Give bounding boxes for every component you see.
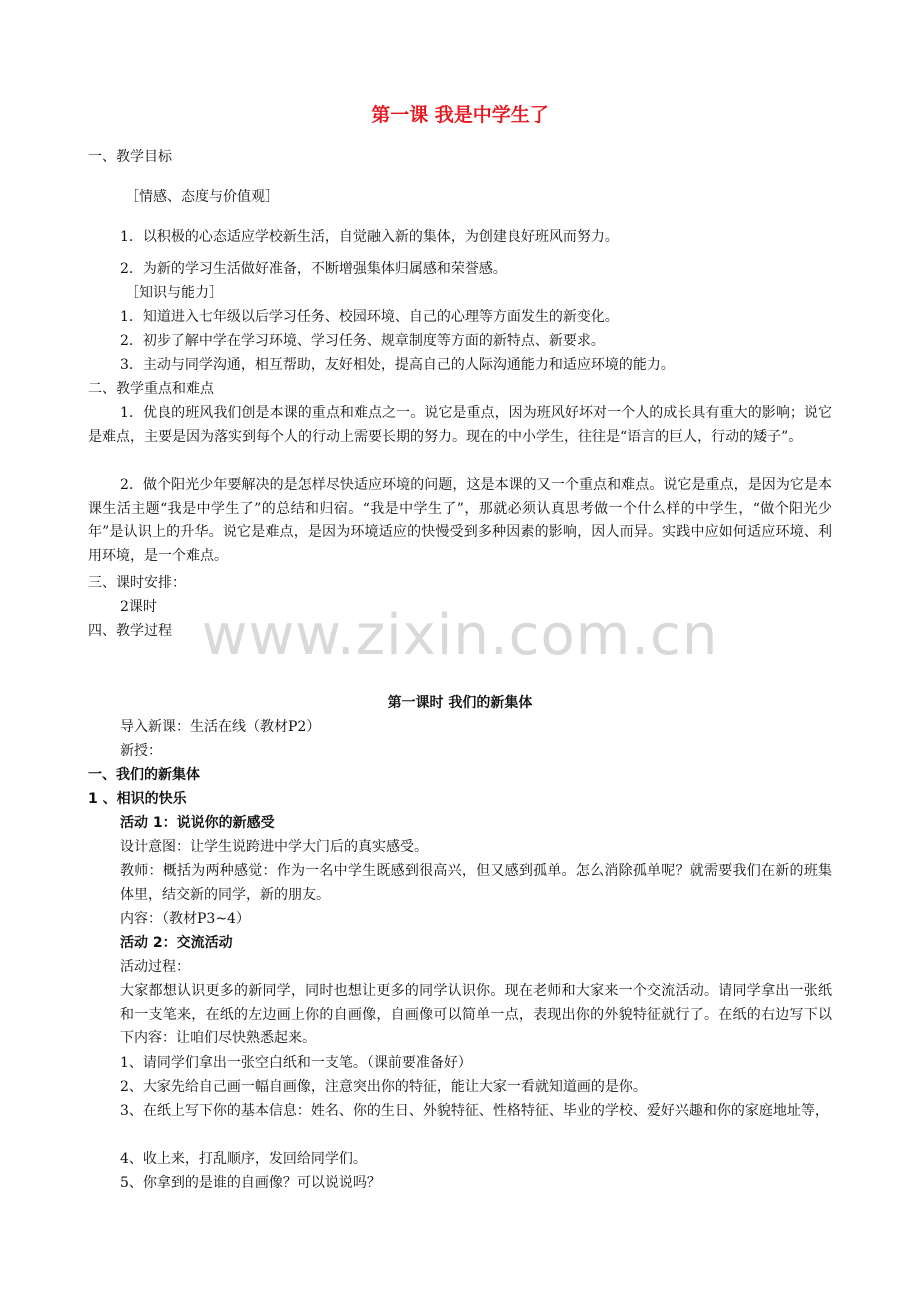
key-point-paragraph: 2．做个阳光少年要解决的是怎样尽快适应环境的问题，这是本课的又一个重点和难点。说它是重点，是因为它是本课生活主题“我是中学生了”的总结和归宿。“我是中学生了”，那就必须认真思考做一个什么样的中学生，“做个阳光少年”是认识上的升华。说它是难点，是因为环境适应的快慢受到多种因素的影响，因人而异。实践中应如何适应环境、利用环境，是一个难点。 [88, 477, 832, 564]
process-paragraph: 大家都想认识更多的新同学，同时也想让更多的同学认识你。现在老师和大家来一个交流活动。请同学拿出一张纸和一支笔来，在纸的左边画上你的自画像，自画像可以简单一点，表现出你的外貌特征就行了。在纸的右边写下以下内容：让咱们尽快熟悉起来。 [120, 983, 832, 1046]
teacher-paragraph: 教师：概括为两种感觉：作为一名中学生既感到很高兴，但又感到孤单。怎么消除孤单呢？就需要我们在新的班集体里，结交新的同学，新的朋友。 [120, 863, 832, 903]
document-title: 第一课 我是中学生了 [371, 104, 549, 126]
activity-1-heading: 活动 1：说说你的新感受 [120, 815, 275, 831]
step-item: 5、你拿到的是谁的自画像？可以说说吗？ [120, 1175, 381, 1191]
lesson-subsection-heading: 1 、相识的快乐 [88, 791, 187, 807]
section-heading-objectives: 一、教学目标 [88, 149, 172, 165]
step-item: 2、大家先给自己画一幅自画像，注意突出你的特征，能让大家一看就知道画的是你。 [120, 1079, 647, 1095]
step-item: 3、在纸上写下你的基本信息：姓名、你的生日、外貌特征、性格特征、毕业的学校、爱好兴趣和你的家庭地址等， [120, 1103, 829, 1119]
attitude-item: 1．以积极的心态适应学校新生活，自觉融入新的集体，为创建良好班风而努力。 [120, 229, 619, 245]
content-line: 内容：（教材P3~4） [120, 911, 250, 927]
ability-item: 2．初步了解中学在学习环境、学习任务、规章制度等方面的新特点、新要求。 [120, 333, 605, 349]
step-item: 1、请同学们拿出一张空白纸和一支笔。（课前要准备好） [120, 1055, 472, 1071]
lesson-intro: 导入新课：生活在线（教材P2） [120, 719, 321, 735]
ability-item: 1．知道进入七年级以后学习任务、校园环境、自己的心理等方面发生的新变化。 [120, 309, 619, 325]
process-label: 活动过程： [120, 959, 190, 975]
section-heading-key-points: 二、教学重点和难点 [88, 381, 214, 397]
watermark: www.zixin.com.cn [201, 603, 719, 668]
section-heading-process: 四、教学过程 [88, 623, 172, 639]
activity-2-heading: 活动 2：交流活动 [120, 935, 233, 951]
lesson-new: 新授： [120, 743, 162, 759]
design-intent: 设计意图：让学生说跨进中学大门后的真实感受。 [120, 839, 428, 855]
lesson-section-heading: 一、我们的新集体 [88, 767, 200, 783]
schedule-value: 2课时 [120, 599, 157, 615]
step-item: 4、收上来，打乱顺序，发回给同学们。 [120, 1151, 367, 1167]
attitude-label: ［情感、态度与价值观］ [125, 189, 279, 205]
attitude-item: 2．为新的学习生活做好准备，不断增强集体归属感和荣誉感。 [120, 261, 507, 277]
section-heading-schedule: 三、课时安排： [88, 575, 186, 591]
ability-label: ［知识与能力］ [125, 285, 223, 301]
key-point-paragraph: 1．优良的班风我们创是本课的重点和难点之一。说它是重点，因为班风好坏对一个人的成长具有重大的影响；说它是难点，主要是因为落实到每个人的行动上需要长期的努力。现在的中小学生，往往是“语言的巨人，行动的矮子”。 [88, 405, 832, 445]
lesson-title: 第一课时 我们的新集体 [387, 695, 533, 711]
ability-item: 3．主动与同学沟通，相互帮助，友好相处，提高自己的人际沟通能力和适应环境的能力。 [120, 357, 675, 373]
